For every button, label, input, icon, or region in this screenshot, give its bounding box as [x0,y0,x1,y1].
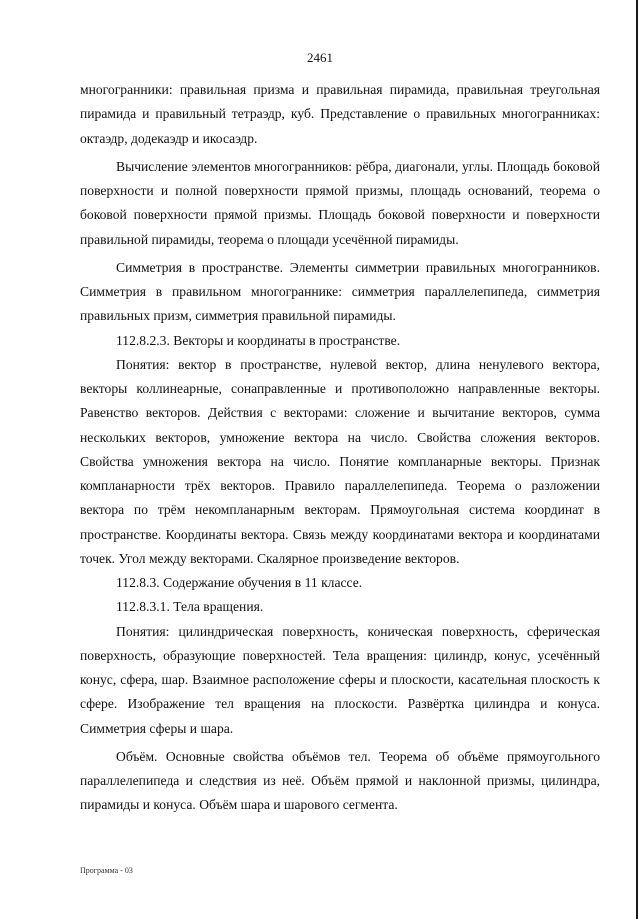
paragraph-symmetry: Симметрия в пространстве. Элементы симметрии правильных многогранников. Симметрия в правильном многограннике: симметрия параллелепипеда, симметрия правильных призм, симметрия правильной пирамиды. [80,259,600,324]
section-heading-grade-11: 112.8.3. Содержание обучения в 11 классе. [116,575,363,590]
scan-edge-line [636,0,638,919]
section-heading-vectors: 112.8.2.3. Векторы и координаты в пространстве. [116,332,401,348]
paragraph-volume: Объём. Основные свойства объёмов тел. Теорема об объёме прямоугольного параллелепипеда и следствия из неё. Объём прямой и наклонной призмы, цилиндра, пирамиды и конуса. Объём шара и шарового сегмента. [80,748,600,813]
paragraph-polyhedra-continued: многогранники: правильная призма и правильная пирамида, правильная треугольная пирамида и правильный тетраэдр, куб. Представление о правильных многогранниках: октаэдр, додекаэдр и икосаэдр. [80,82,600,146]
section-heading-solids-of-revolution: 112.8.3.1. Тела вращения. [116,599,264,615]
paragraph-polyhedra-elements: Вычисление элементов многогранников: рёбра, диагонали, углы. Площадь боковой поверхности и полной поверхности прямой призмы, площадь оснований, теорема о боковой поверхности прямой призмы. Площадь боковой поверхности и поверхности правильной пирамиды, теорема о площади усечённой пирамиды. [80,158,600,247]
paragraph-solids-of-revolution: Понятия: цилиндрическая поверхность, коническая поверхность, сферическая поверхность, образующие поверхностей. Тела вращения: цилиндр, конус, усечённый конус, сфера, шар. Взаимное расположение сферы и плоскости, касательная плоскость к сфере. Изображение тел вращения на плоскости. Развёртка цилиндра и конуса. Симметрия сферы и шара. [80,623,600,736]
footer-program-label: Программа - 03 [80,866,133,875]
paragraph-vectors: Понятия: вектор в пространстве, нулевой вектор, длина ненулевого вектора, векторы коллинеарные, сонаправленные и противоположно направленные векторы. Равенство векторов. Действия с векторами: сложение и вычитание векторов, сумма нескольких векторов, умножение вектора на число. Свойства сложения векторов. Свойства умножения вектора на число. Понятие компланарные векторы. Признак компланарности трёх векторов. Правило параллелепипеда. Теорема о разложении вектора по трём некомпланарным векторам. Прямоугольная система координат в пространстве. Координаты вектора. Связь между координатами вектора и координатами точек. Угол между векторами. Скалярное произведение векторов. [80,356,600,566]
body-text [80,78,600,818]
page-number: 2461 [307,50,333,65]
